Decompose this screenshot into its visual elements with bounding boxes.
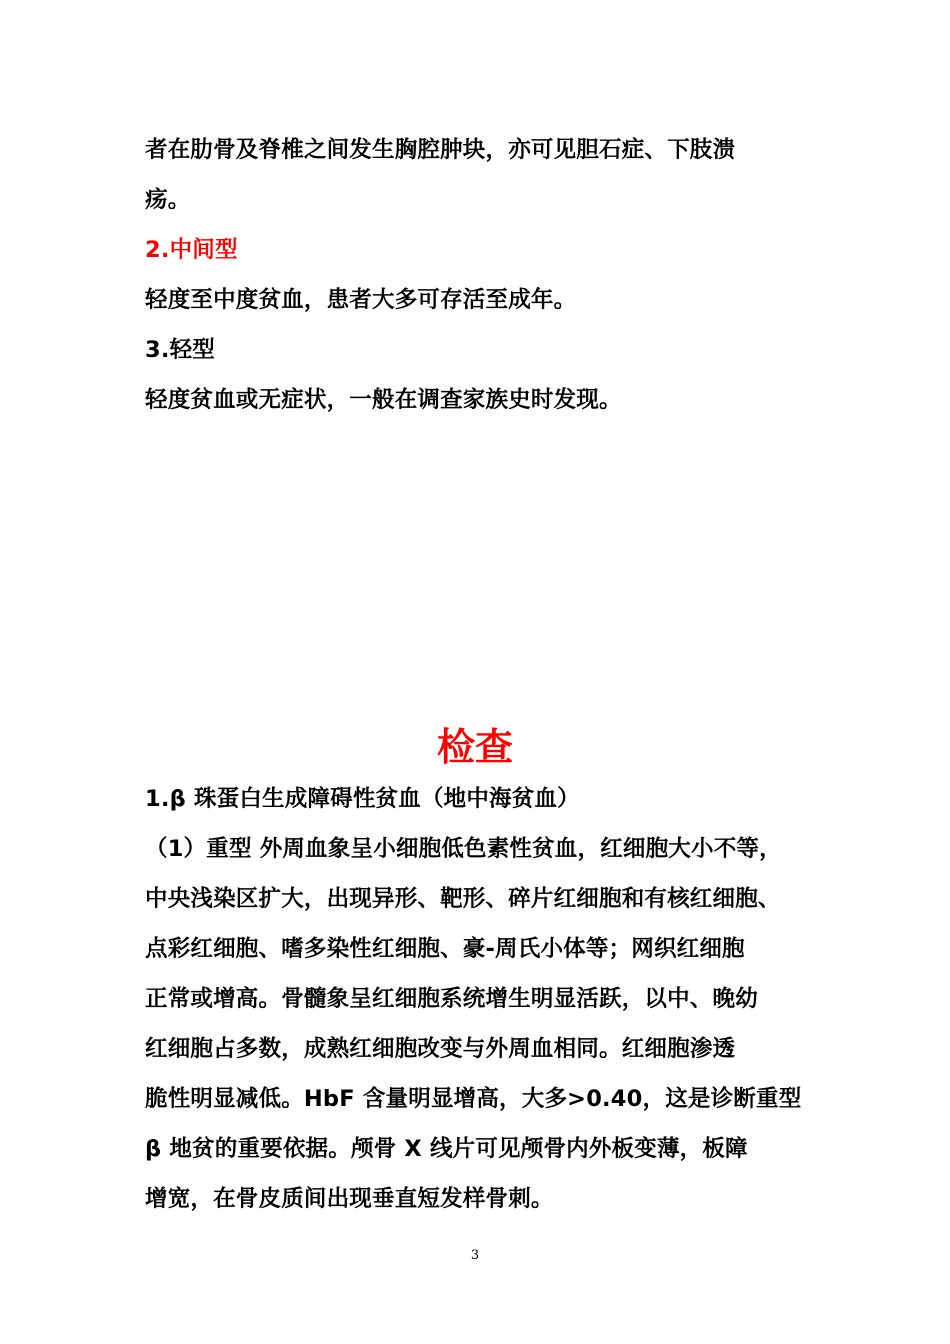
body-line: 脆性明显减低。HbF 含量明显增高，大多>0.40，这是诊断重型 [145,1086,802,1112]
paragraph-line: 轻度贫血或无症状，一般在调查家族史时发现。 [145,387,622,413]
body-line: 红细胞占多数，成熟红细胞改变与外周血相同。红细胞渗透 [145,1036,736,1062]
body-line: （1）重型 外周血象呈小细胞低色素性贫血，红细胞大小不等， [145,836,782,862]
page-number: 3 [470,1248,480,1263]
paragraph-line: 者在肋骨及脊椎之间发生胸腔肿块，亦可见胆石症、下肢溃 [145,137,736,163]
body-line: 点彩红细胞、嗜多染性红细胞、豪-周氏小体等；网织红细胞 [145,936,745,962]
section-subheading: 1.β 珠蛋白生成障碍性贫血（地中海贫血） [145,786,580,812]
paragraph-line: 疡。 [145,187,191,213]
heading-intermediate-type: 2.中间型 [145,237,238,263]
paragraph-line: 轻度至中度贫血，患者大多可存活至成年。 [145,287,577,313]
body-line: β 地贫的重要依据。颅骨 X 线片可见颅骨内外板变薄，板障 [145,1136,748,1162]
body-line: 中央浅染区扩大，出现异形、靶形、碎片红细胞和有核红细胞、 [145,886,781,912]
section-title: 检查 [436,725,513,769]
body-line: 正常或增高。骨髓象呈红细胞系统增生明显活跃，以中、晚幼 [145,986,758,1012]
body-line: 增宽，在骨皮质间出现垂直短发样骨刺。 [145,1186,554,1212]
heading-mild-type: 3.轻型 [145,337,216,363]
